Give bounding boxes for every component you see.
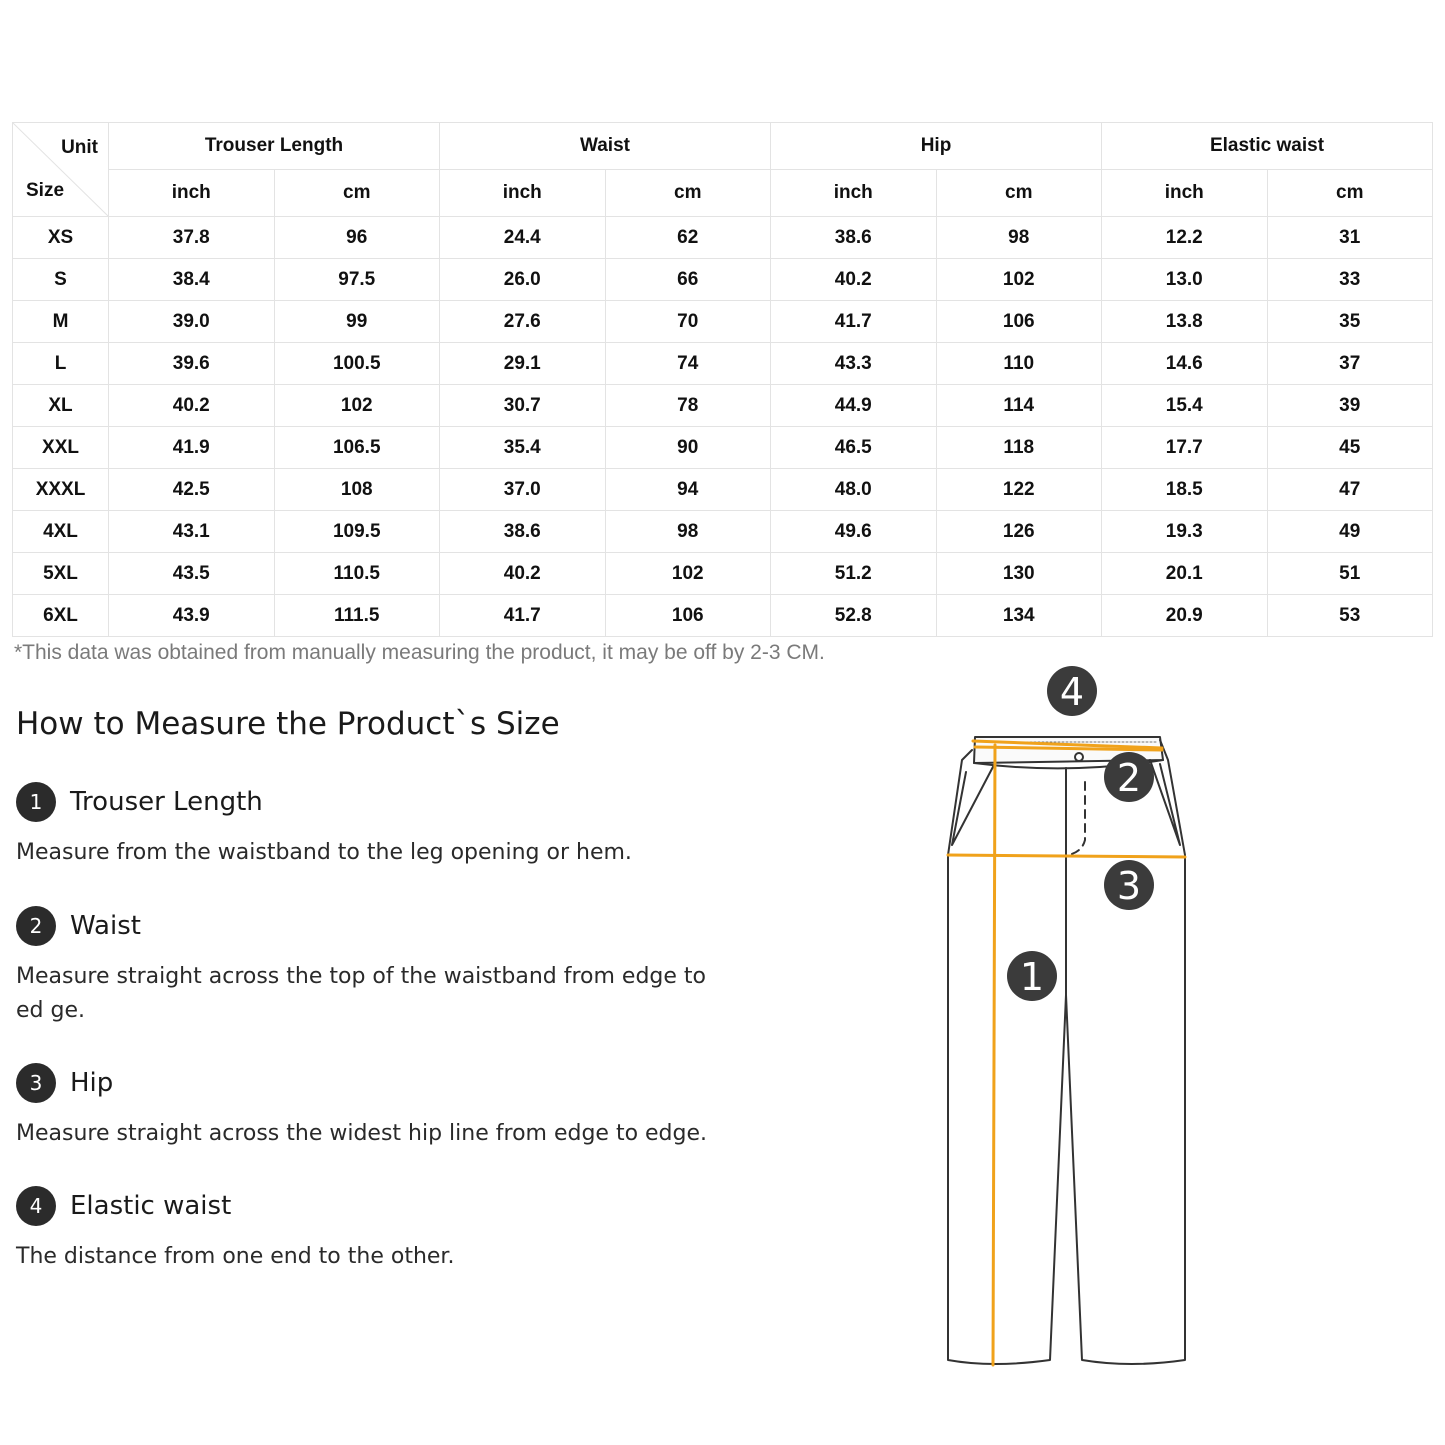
measurement-cell: 62	[605, 217, 771, 259]
measurement-cell: 98	[605, 511, 771, 553]
measurement-cell: 97.5	[274, 259, 440, 301]
size-cell: XS	[13, 217, 109, 259]
measurement-cell: 110	[936, 343, 1102, 385]
unit-header: cm	[1267, 170, 1433, 217]
table-group-header-row	[13, 123, 1433, 170]
pants-outline	[948, 737, 1185, 1364]
measurement-cell: 99	[274, 301, 440, 343]
measurement-cell: 102	[274, 385, 440, 427]
diagram-marker-1	[1007, 951, 1057, 1001]
table-unit-header-row	[13, 170, 1433, 217]
group-header-waist: Waist	[440, 123, 771, 170]
unit-header: inch	[440, 170, 606, 217]
table-row	[13, 301, 1433, 343]
measurement-cell: 12.2	[1102, 217, 1268, 259]
measurement-cell: 102	[605, 553, 771, 595]
unit-header: inch	[1102, 170, 1268, 217]
measurement-cell: 106	[605, 595, 771, 637]
measurement-cell: 122	[936, 469, 1102, 511]
measurement-cell: 44.9	[771, 385, 937, 427]
measurement-cell: 51.2	[771, 553, 937, 595]
step-title: Elastic waist	[70, 1191, 232, 1221]
measurement-cell: 20.1	[1102, 553, 1268, 595]
measurement-cell: 78	[605, 385, 771, 427]
measurement-cell: 41.9	[109, 427, 275, 469]
unit-header: cm	[605, 170, 771, 217]
measurement-cell: 49.6	[771, 511, 937, 553]
measurement-cell: 126	[936, 511, 1102, 553]
measurement-cell: 13.0	[1102, 259, 1268, 301]
step-elastic-waist	[16, 1186, 736, 1274]
measurement-cell: 38.6	[771, 217, 937, 259]
measurement-cell: 49	[1267, 511, 1433, 553]
step-description: Measure straight across the widest hip line from edge to edge.	[16, 1121, 708, 1146]
svg-text:1: 1	[1019, 955, 1045, 999]
step-hip	[16, 1063, 736, 1151]
measurement-cell: 118	[936, 427, 1102, 469]
size-cell: 5XL	[13, 553, 109, 595]
step-title: Hip	[70, 1068, 114, 1098]
measurement-cell: 30.7	[440, 385, 606, 427]
measurement-cell: 98	[936, 217, 1102, 259]
unit-header: inch	[109, 170, 275, 217]
table-row	[13, 217, 1433, 259]
step-title: Trouser Length	[70, 787, 263, 817]
measurement-cell: 110.5	[274, 553, 440, 595]
size-cell: XXXL	[13, 469, 109, 511]
measurement-cell: 31	[1267, 217, 1433, 259]
measurement-cell: 134	[936, 595, 1102, 637]
step-waist	[16, 906, 736, 1028]
measurement-cell: 37.8	[109, 217, 275, 259]
measurement-cell: 39	[1267, 385, 1433, 427]
measurement-cell: 19.3	[1102, 511, 1268, 553]
diagram-marker-2	[1104, 752, 1154, 802]
measurement-cell: 17.7	[1102, 427, 1268, 469]
measurement-cell: 100.5	[274, 343, 440, 385]
step-description: The distance from one end to the other.	[16, 1244, 455, 1269]
table-row	[13, 511, 1433, 553]
hip-line	[948, 855, 1185, 857]
corner-unit-label: Unit	[61, 137, 98, 158]
measurement-cell: 102	[936, 259, 1102, 301]
measurement-cell: 39.0	[109, 301, 275, 343]
size-cell: L	[13, 343, 109, 385]
unit-header: cm	[274, 170, 440, 217]
measurement-cell: 45	[1267, 427, 1433, 469]
step-number-badge: 4	[16, 1186, 56, 1226]
measurement-cell: 43.5	[109, 553, 275, 595]
table-row	[13, 553, 1433, 595]
measurement-cell: 52.8	[771, 595, 937, 637]
table-row	[13, 343, 1433, 385]
trouser-length-line	[993, 745, 995, 1365]
measurement-cell: 24.4	[440, 217, 606, 259]
step-number-badge: 1	[16, 782, 56, 822]
measurement-cell: 27.6	[440, 301, 606, 343]
measurement-cell: 35.4	[440, 427, 606, 469]
measurement-cell: 114	[936, 385, 1102, 427]
size-chart-table	[12, 122, 1433, 637]
measurement-cell: 38.6	[440, 511, 606, 553]
measurement-cell: 35	[1267, 301, 1433, 343]
measurement-cell: 39.6	[109, 343, 275, 385]
measurement-cell: 94	[605, 469, 771, 511]
size-cell: XL	[13, 385, 109, 427]
measurement-cell: 20.9	[1102, 595, 1268, 637]
table-row	[13, 469, 1433, 511]
step-title: Waist	[70, 911, 141, 941]
measurement-cell: 15.4	[1102, 385, 1268, 427]
measurement-cell: 14.6	[1102, 343, 1268, 385]
measurement-cell: 41.7	[771, 301, 937, 343]
size-cell: S	[13, 259, 109, 301]
table-row	[13, 259, 1433, 301]
measurement-cell: 40.2	[440, 553, 606, 595]
measurement-cell: 46.5	[771, 427, 937, 469]
measurement-cell: 33	[1267, 259, 1433, 301]
measurement-cell: 43.3	[771, 343, 937, 385]
diagram-marker-4	[1047, 666, 1097, 716]
measurement-cell: 38.4	[109, 259, 275, 301]
step-description: Measure from the waistband to the leg opening or hem.	[16, 840, 632, 865]
measurement-cell: 47	[1267, 469, 1433, 511]
size-cell: XXL	[13, 427, 109, 469]
table-row	[13, 427, 1433, 469]
step-description: Measure straight across the top of the waistband from edge to ed ge.	[16, 964, 706, 1023]
measurement-cell: 48.0	[771, 469, 937, 511]
size-cell: 4XL	[13, 511, 109, 553]
measurement-cell: 108	[274, 469, 440, 511]
corner-size-label: Size	[26, 180, 65, 201]
measurement-cell: 41.7	[440, 595, 606, 637]
measurement-cell: 106	[936, 301, 1102, 343]
measurement-cell: 111.5	[274, 595, 440, 637]
diagram-marker-3	[1104, 860, 1154, 910]
measurement-cell: 37.0	[440, 469, 606, 511]
measurement-cell: 90	[605, 427, 771, 469]
measurement-cell: 53	[1267, 595, 1433, 637]
measurement-cell: 29.1	[440, 343, 606, 385]
measurement-cell: 43.1	[109, 511, 275, 553]
svg-text:2: 2	[1116, 756, 1142, 800]
guide-title: How to Measure the Product`s Size	[16, 706, 560, 742]
measurement-cell: 66	[605, 259, 771, 301]
measurement-cell: 18.5	[1102, 469, 1268, 511]
group-header-hip: Hip	[771, 123, 1102, 170]
measurement-cell: 37	[1267, 343, 1433, 385]
svg-text:3: 3	[1116, 864, 1142, 908]
table-corner-cell	[13, 123, 109, 217]
pants-measurement-diagram	[900, 660, 1220, 1380]
measurement-cell: 70	[605, 301, 771, 343]
measurement-cell: 96	[274, 217, 440, 259]
table-body	[13, 217, 1433, 637]
measurement-cell: 43.9	[109, 595, 275, 637]
step-number-badge: 3	[16, 1063, 56, 1103]
measurement-cell: 106.5	[274, 427, 440, 469]
size-cell: M	[13, 301, 109, 343]
table-row	[13, 595, 1433, 637]
measurement-cell: 130	[936, 553, 1102, 595]
unit-header: inch	[771, 170, 937, 217]
measurement-cell: 51	[1267, 553, 1433, 595]
measurement-cell: 109.5	[274, 511, 440, 553]
measurement-cell: 40.2	[771, 259, 937, 301]
size-cell: 6XL	[13, 595, 109, 637]
measurement-cell: 26.0	[440, 259, 606, 301]
measurement-cell: 42.5	[109, 469, 275, 511]
measurement-cell: 13.8	[1102, 301, 1268, 343]
step-number-badge: 2	[16, 906, 56, 946]
measurement-note: *This data was obtained from manually measuring the product, it may be off by 2-3 CM.	[14, 641, 825, 664]
unit-header: cm	[936, 170, 1102, 217]
svg-text:4: 4	[1059, 670, 1085, 714]
group-header-trouser-length: Trouser Length	[109, 123, 440, 170]
table-row	[13, 385, 1433, 427]
measurement-cell: 74	[605, 343, 771, 385]
measurement-cell: 40.2	[109, 385, 275, 427]
group-header-elastic-waist: Elastic waist	[1102, 123, 1433, 170]
step-trouser-length	[16, 782, 736, 870]
